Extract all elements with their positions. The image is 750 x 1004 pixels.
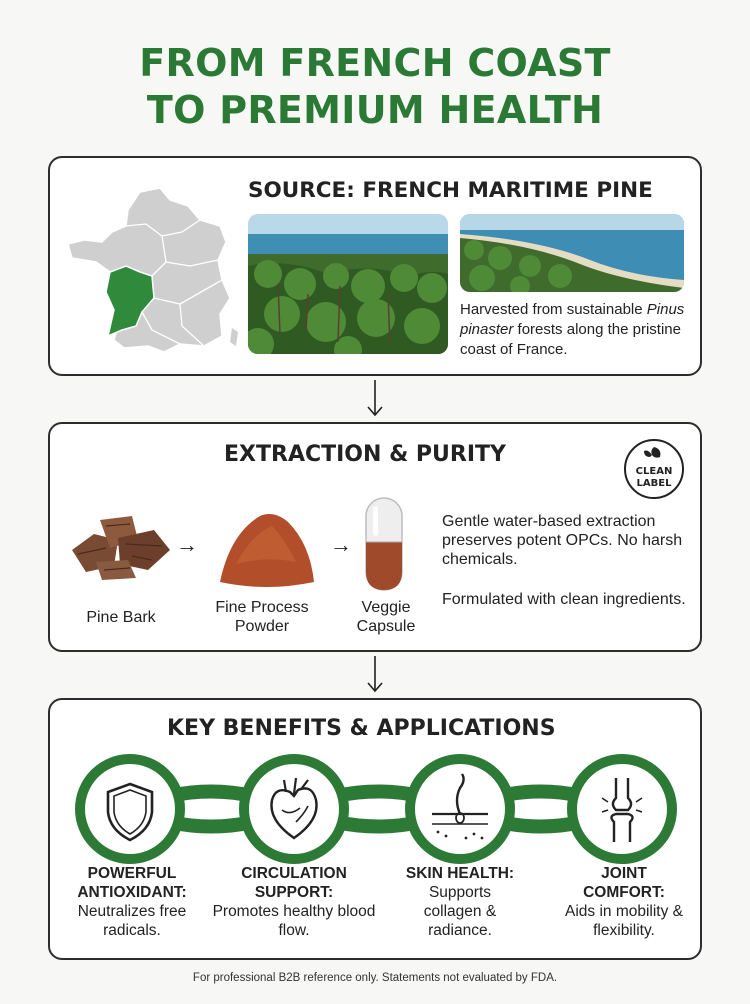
svg-text:LABEL: LABEL (636, 478, 672, 489)
step-pine-bark: Pine Bark (86, 609, 156, 626)
coastline-photo (460, 214, 684, 292)
pine-forest-photo (248, 214, 448, 354)
extraction-text-1: Gentle water-based extraction preserves potent OPCs. No harsh chemicals. (442, 513, 683, 568)
benefit-title: POWERFUL ANTIOXIDANT: (77, 865, 187, 901)
benefit-title: SKIN HEALTH: (405, 865, 515, 882)
powder-icon (216, 504, 316, 590)
down-arrow-icon (364, 654, 386, 694)
step-powder: Fine Process Powder (215, 599, 309, 635)
benefits-chain (50, 754, 704, 864)
knee-joint-icon (572, 759, 672, 859)
page-title (0, 40, 750, 134)
benefit-desc: Promotes healthy blood flow. (212, 903, 376, 939)
benefit-desc: Neutralizes free radicals. (77, 903, 187, 939)
benefit-title: CIRCULATION SUPPORT: (241, 865, 347, 901)
right-arrow-icon: → (176, 532, 198, 557)
svg-text:CLEAN: CLEAN (635, 466, 673, 477)
heart-icon (244, 759, 344, 859)
benefits-card (48, 698, 702, 960)
benefit-antioxidant (50, 864, 214, 940)
extraction-card (48, 422, 702, 652)
benefit-desc: Supports collagen & radiance. (423, 884, 497, 939)
step-capsule: Veggie Capsule (356, 599, 416, 635)
title-line-2: TO PREMIUM HEALTH (146, 88, 604, 132)
right-arrow-icon: → (330, 532, 352, 557)
benefit-circulation (212, 864, 376, 940)
benefits-heading: KEY BENEFITS & APPLICATIONS (167, 716, 556, 741)
down-arrow-icon (364, 378, 386, 418)
capsule-icon (362, 494, 406, 594)
benefit-title: JOINT COMFORT: (583, 865, 665, 901)
pine-bark-icon (66, 510, 176, 582)
benefit-skin (378, 864, 542, 940)
source-card (48, 156, 702, 376)
disclaimer: For professional B2B reference only. Statements not evaluated by FDA. (192, 972, 558, 984)
skin-icon (410, 759, 510, 859)
clean-label-badge (622, 437, 686, 501)
benefit-desc: Aids in mobility & flexibility. (564, 903, 683, 939)
source-heading: SOURCE: FRENCH MARITIME PINE (248, 178, 653, 203)
title-line-1: FROM FRENCH COAST (139, 41, 611, 85)
shield-icon (80, 759, 180, 859)
france-map-icon (62, 180, 244, 360)
source-description: Harvested from sustainable Pinus pinaster forests along the pristine coast of France. (460, 301, 685, 358)
species-name: Pinus pinaster (460, 301, 685, 338)
extraction-heading: EXTRACTION & PURITY (224, 442, 506, 467)
extraction-text-2: Formulated with clean ingredients. (442, 591, 686, 608)
benefit-joint (542, 864, 706, 940)
